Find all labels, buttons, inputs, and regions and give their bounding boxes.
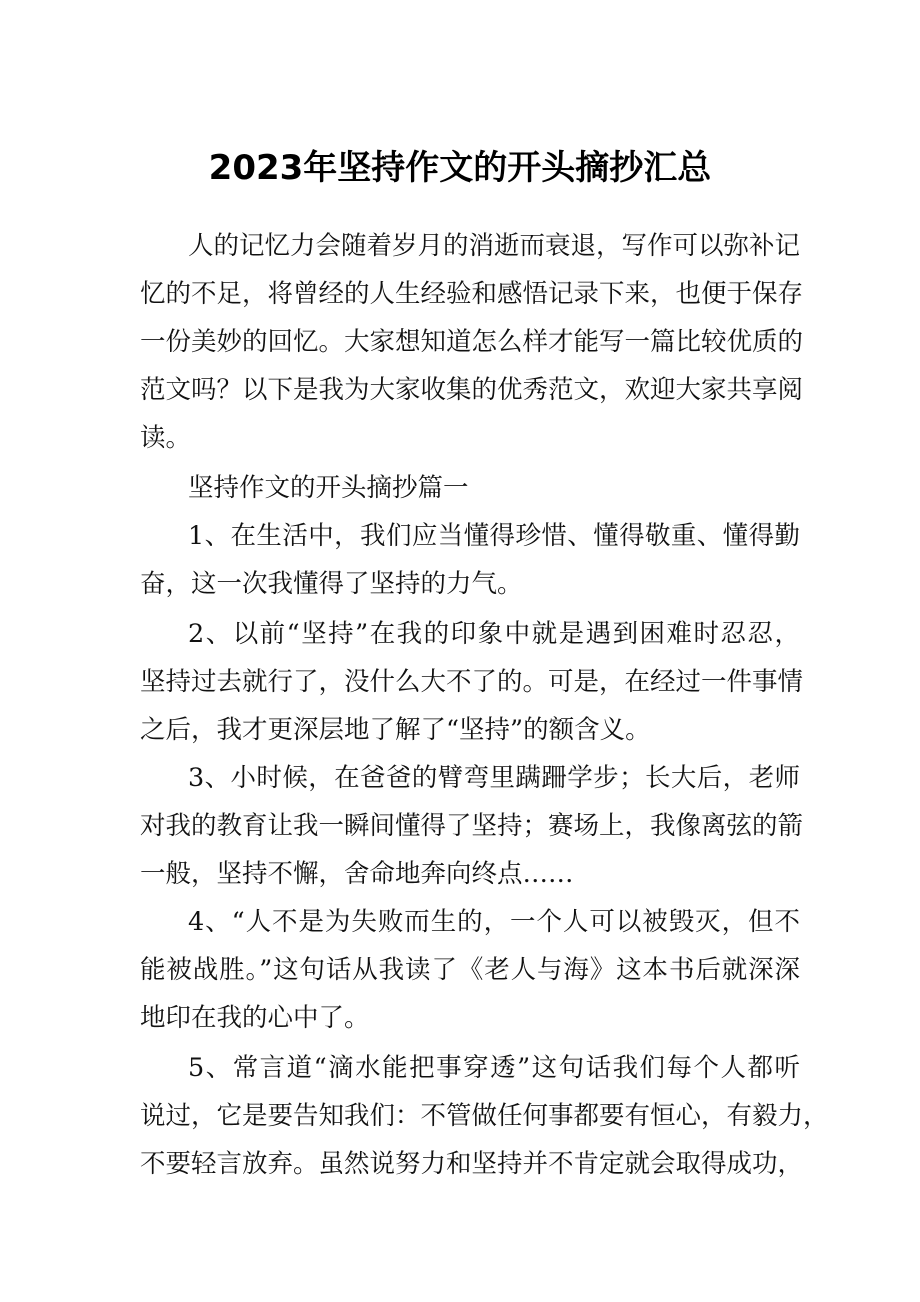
excerpt-line: 地印在我的心中了。 [140, 1003, 370, 1033]
document-title: 2023年坚持作文的开头摘抄汇总 [208, 148, 712, 188]
intro-line: 一份美妙的回忆。大家想知道怎么样才能写一篇比较优质的 [140, 327, 804, 357]
intro-line: 范文吗？以下是我为大家收集的优秀范文，欢迎大家共享阅 [140, 375, 804, 405]
excerpt-line: 奋，这一次我懂得了坚持的力气。 [140, 569, 523, 599]
excerpt-line: 5、常言道“滴水能把事穿透”这句话我们每个人都听 [188, 1053, 800, 1083]
excerpt-line: 对我的教育让我一瞬间懂得了坚持；赛场上，我像离弦的箭 [140, 811, 804, 841]
excerpt-line: 1、在生活中，我们应当懂得珍惜、懂得敬重、懂得勤 [188, 521, 800, 551]
excerpt-line: 说过，它是要告知我们：不管做任何事都要有恒心，有毅力， [140, 1101, 829, 1131]
intro-line: 忆的不足，将曾经的人生经验和感悟记录下来，也便于保存 [140, 279, 804, 309]
excerpt-line: 2、以前“坚持”在我的印象中就是遇到困难时忍忍， [188, 619, 800, 649]
excerpt-line: 一般，坚持不懈，舍命地奔向终点…… [140, 859, 574, 889]
excerpt-line: 能被战胜。”这句话从我读了《老人与海》这本书后就深深 [140, 955, 800, 985]
excerpt-line: 不要轻言放弃。虽然说努力和坚持并不肯定就会取得成功， [140, 1149, 804, 1179]
excerpt-line: 3、小时候，在爸爸的臂弯里蹒跚学步；长大后，老师 [188, 763, 800, 793]
excerpt-line: 坚持过去就行了，没什么大不了的。可是，在经过一件事情 [140, 667, 804, 697]
intro-line: 人的记忆力会随着岁月的消逝而衰退，写作可以弥补记 [188, 231, 801, 261]
excerpt-line: 4、“人不是为失败而生的，一个人可以被毁灭，但不 [188, 907, 800, 937]
section-heading: 坚持作文的开头摘抄篇一 [188, 473, 469, 503]
intro-line: 读。 [140, 423, 192, 453]
excerpt-line: 之后，我才更深层地了解了“坚持”的额含义。 [140, 715, 651, 745]
